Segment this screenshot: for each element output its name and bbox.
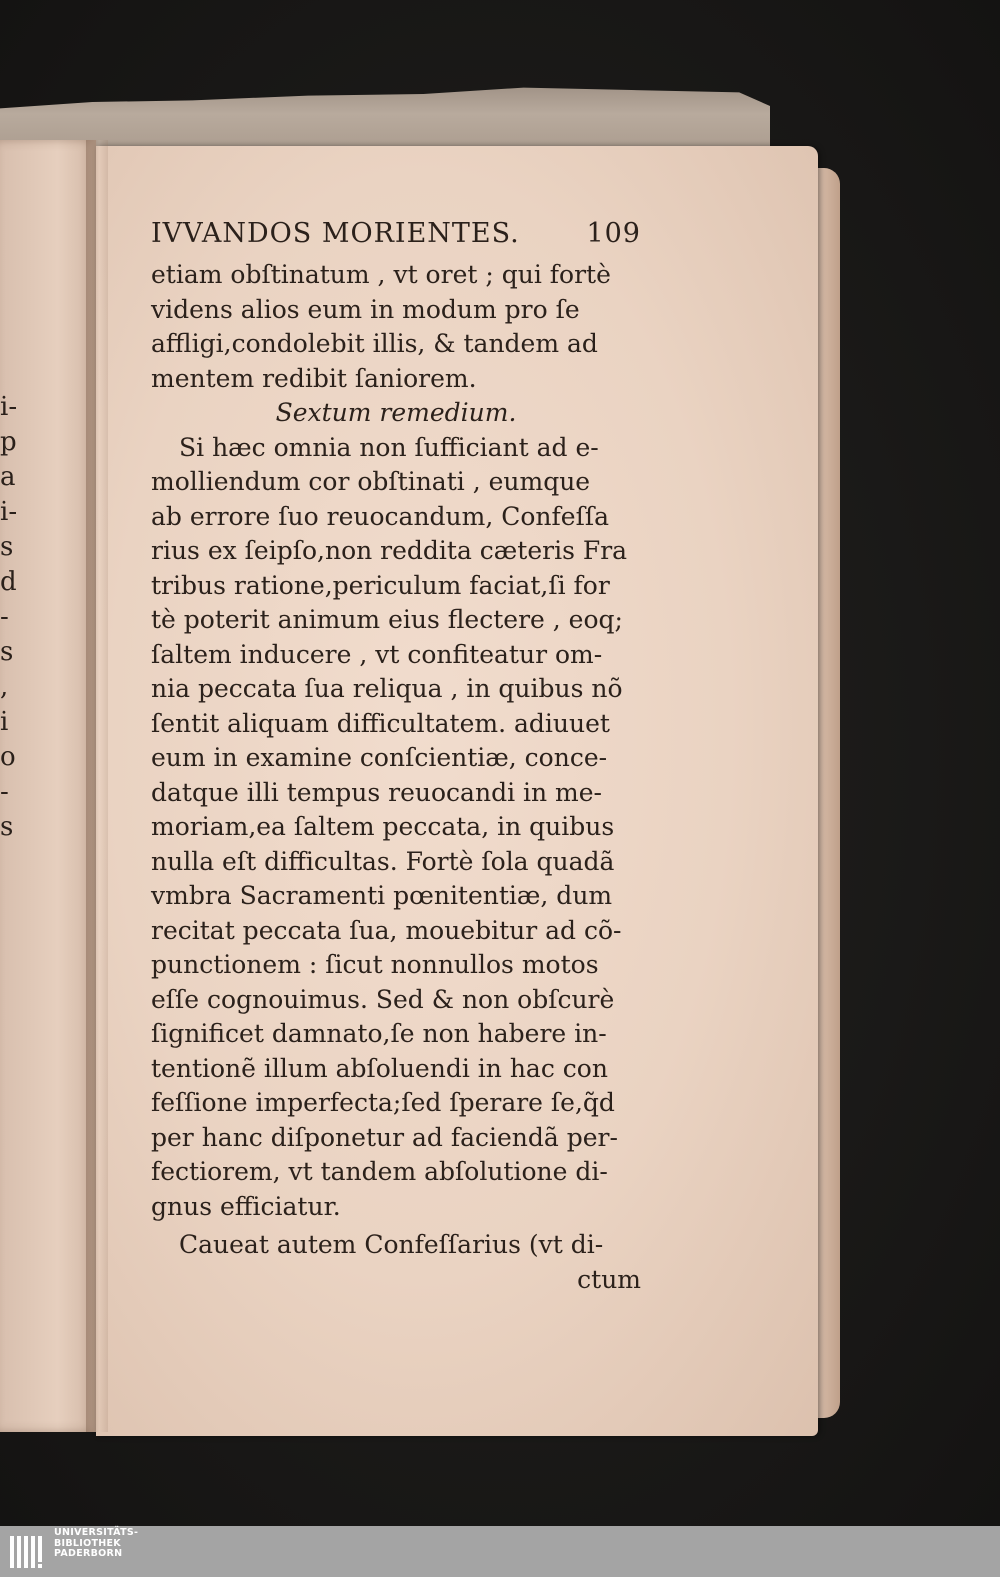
left-page-fragment: s — [0, 637, 14, 667]
text-line: ſignificet damnato,ſe non habere in- — [151, 1019, 607, 1048]
left-page-fragments — [0, 390, 30, 845]
page-text — [151, 218, 641, 1297]
text-line: gnus efficiatur. — [151, 1191, 341, 1221]
text-line: affligi,condolebit illis, & tandem ad — [151, 329, 598, 358]
left-page-fragment: s — [0, 532, 14, 562]
library-name-line: PADERBORN — [54, 1548, 123, 1559]
footer-banner — [0, 1526, 1000, 1577]
left-page-fragment: , — [0, 672, 9, 702]
text-line: rius ex ſeipſo,non reddita cæteris Fra — [151, 536, 628, 565]
text-line: ſentit aliquam difficultatem. adiuuet — [151, 708, 610, 738]
text-line: ſaltem inducere , vt confiteatur om- — [151, 639, 603, 669]
library-name — [54, 1528, 138, 1560]
book-page — [96, 146, 818, 1436]
text-line: ab errore ſuo reuocandum, Confeſſa — [151, 501, 609, 531]
library-bars-icon — [8, 1532, 56, 1572]
left-page-fragment: - — [0, 602, 9, 632]
text-line: feſſione imperfecta;ſed ſperare ſe,q̃d — [151, 1088, 615, 1117]
left-page-fragment: i- — [0, 392, 18, 422]
text-line: eſſe cognouimus. Sed & non obſcurè — [151, 984, 615, 1014]
library-name-line: BIBLIOTHEK — [54, 1537, 121, 1549]
text-line: nia peccata ſua reliqua , in quibus nõ — [151, 674, 623, 703]
text-line: Caueat autem Confeſſarius (vt di- — [179, 1230, 604, 1259]
text-line: mentem redibit ſaniorem. — [151, 363, 477, 393]
text-line: Sextum remedium. — [275, 398, 517, 427]
text-line: ctum — [577, 1264, 641, 1294]
text-line: tè poterit animum eius flectere , eoq; — [151, 605, 623, 634]
left-page-fragment: s — [0, 812, 14, 842]
left-page-fragment: d — [0, 567, 17, 597]
text-line: per hanc diſponetur ad faciendã per- — [151, 1122, 618, 1152]
running-head-title: IVVANDOS MORIENTES. — [151, 218, 520, 249]
text-lines — [151, 258, 641, 1297]
library-name-line: UNIVERSITÄTS- — [54, 1527, 139, 1538]
text-line: moriam,ea ſaltem peccata, in quibus — [151, 812, 615, 841]
text-line: punctionem : ſicut nonnullos motos — [151, 950, 599, 979]
text-line: vmbra Sacramenti pœnitentiæ, dum — [151, 881, 613, 910]
left-page-fragment: - — [0, 777, 9, 807]
text-line: tribus ratione,periculum faciat,ſi for — [151, 570, 610, 600]
text-line: fectiorem, vt tandem abſolutione di- — [151, 1157, 608, 1186]
left-page-fragment: a — [0, 462, 16, 492]
text-line: molliendum cor obſtinati , eumque — [151, 467, 591, 496]
left-page-fragment: o — [0, 742, 16, 772]
left-page-fragment: p — [0, 427, 17, 457]
left-page-fragment: i — [0, 707, 9, 737]
text-line: datque illi tempus reuocandi in me- — [151, 777, 603, 807]
text-line: eum in examine conſcientiæ, conce- — [151, 743, 608, 772]
text-line: tentionẽ illum abſoluendi in hac con — [151, 1053, 608, 1083]
left-page-fragment: i- — [0, 497, 18, 527]
text-line: etiam obſtinatum , vt oret ; qui fortè — [151, 260, 611, 289]
running-head — [151, 218, 641, 258]
page-number: 109 — [586, 218, 641, 249]
text-line: nulla eſt difficultas. Fortè ſola quadã — [151, 846, 615, 876]
book-gutter — [86, 140, 108, 1432]
text-line: videns alios eum in modum pro ſe — [151, 294, 580, 324]
text-line: Si hæc omnia non ſufficiant ad e- — [179, 432, 599, 462]
text-line: recitat peccata ſua, mouebitur ad cõ- — [151, 915, 622, 945]
left-facing-page — [0, 140, 96, 1432]
